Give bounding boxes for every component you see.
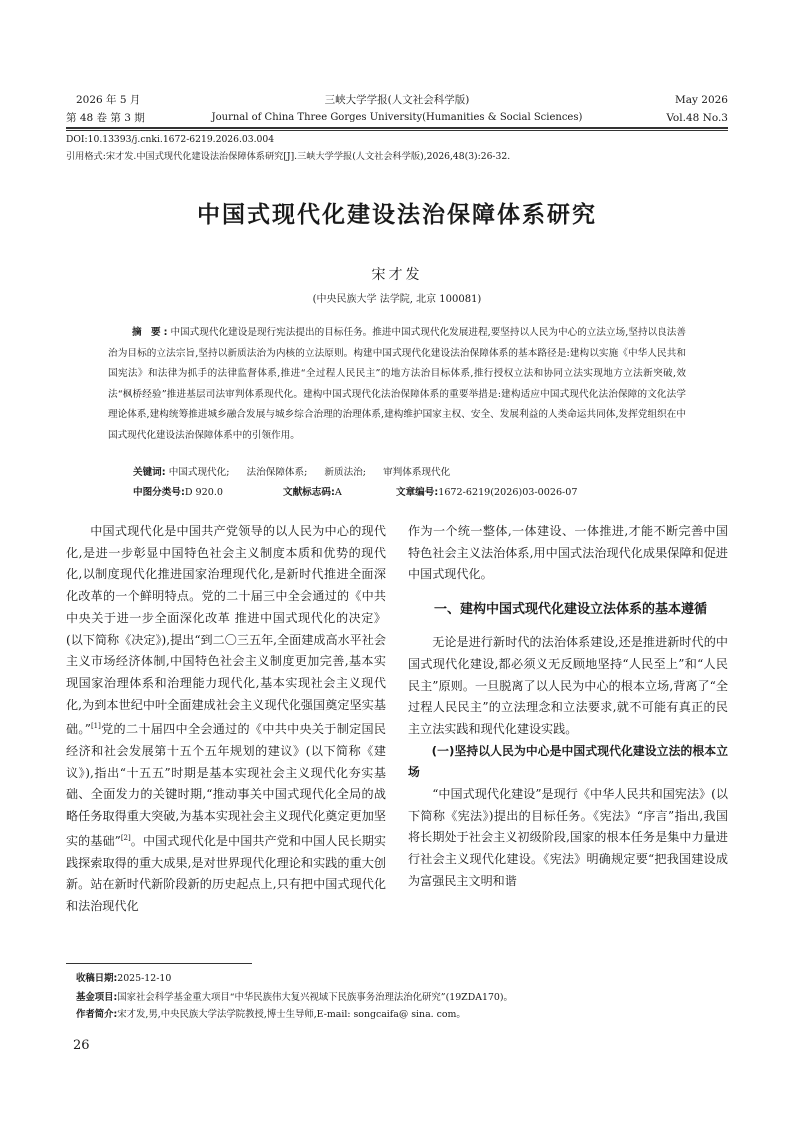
clc-value: D 920.0	[184, 487, 224, 498]
keyword-item: 中国式现代化;	[168, 467, 230, 478]
issue-date-cn: 2026 年 5 月	[76, 94, 141, 106]
abstract	[108, 323, 686, 447]
received-label: 收稿日期:	[76, 973, 118, 984]
article-number-label: 文章编号:	[396, 487, 439, 498]
abstract-label: 摘 要:	[132, 327, 171, 338]
paragraph: “中国式现代化建设”是现行《中华人民共和国宪法》(以下简称《宪法》)提出的目标任务。《宪法》“序言”指出,我国将长期处于社会主义初级阶段,国家的根本任务是集中力量进行社会主义现代化建设。《宪法》明确规定要“把我国建设成为富强民主文明和谐	[408, 787, 728, 888]
paragraph-text: 中国式现代化是中国共产党领导的以人民为中心的现代化,是进一步彰显中国特色社会主义制度本质和优势的现代化,以制度现代化推进国家治理现代化,是新时代推进全面深化改革的一个鲜明特点。党的二十届三中全会通过的《中共中央关于进一步全面深化改革 推进中国式现代化的决定》(以下简称《决定》),提出“到二〇三五年,全面建成高水平社会主义市场经济体制,中国特色社会主义制度更加完善,基本实现国家治理体系和治理能力现代化,基本实现社会主义现代化,为到本世纪中叶全面建成社会主义现代化强国奠定坚实基础。”	[66, 524, 386, 737]
footnote-rule	[66, 963, 252, 964]
document-code	[283, 486, 342, 500]
abstract-text: 中国式现代化建设是现行宪法提出的目标任务。推进中国式现代化发展进程,要坚持以人民为中心的立法立场,坚持以良法善治为目标的立法宗旨,坚持以新质法治为内核的立法原则。构建中国式现代化建设法治保障体系的基本路径是:建构以实施《中华人民共和国宪法》和法律为抓手的法律监督体系,推进“全过程人民民主”的地方法治目标体系,推行授权立法和协同立法实现地方立法新突破,效法“枫桥经验”推进基层司法审判体系现代化。建构中国式现代化法治保障体系的重要举措是:建构适应中国式现代化法治保障的文化法学理论体系,建构统筹推进城乡融合发展与城乡综合治理的治理体系,建构维护国家主权、安全、发展利益的人类命运共同体,发挥党组织在中国式现代化建设法治保障体系中的引领作用。	[108, 327, 686, 441]
doc-code-label: 文献标志码:	[283, 487, 335, 498]
section-heading: 一、建构中国式现代化建设立法体系的基本遵循	[434, 602, 708, 618]
clc-number	[133, 486, 223, 500]
issue-date-en: May 2026	[674, 94, 728, 106]
fund-value: 国家社会科学基金重大项目“中华民族伟大复兴视域下民族事务治理法治化研究”(19ZDA170)。	[117, 992, 513, 1003]
volume-issue-cn: 第 48 卷 第 3 期	[66, 112, 145, 124]
keyword-item: 审判体系现代化	[383, 467, 451, 478]
author-bio-label: 作者简介:	[76, 1009, 118, 1020]
keyword-item: 新质法治;	[324, 467, 367, 478]
header-rule-thick	[66, 127, 728, 129]
paragraph	[66, 521, 386, 918]
doc-code-value: A	[334, 487, 342, 498]
received-date	[76, 972, 171, 985]
volume-issue-en: Vol.48 No.3	[666, 112, 728, 124]
article-number-value: 1672-6219(2026)03-0026-07	[438, 487, 578, 498]
fund-project	[76, 991, 513, 1004]
page-number: 26	[73, 1038, 90, 1053]
citation-ref: [1]	[90, 722, 101, 731]
article-title: 中国式现代化建设法治保障体系研究	[197, 202, 597, 228]
paragraph: 作为一个统一整体,一体建设、一体推进,才能不断完善中国特色社会主义法治体系,用中国式法治现代化成果保障和促进中国式现代化。	[408, 524, 728, 582]
article-author: 宋才发	[371, 267, 423, 283]
subsection-heading: (一)坚持以人民为中心是中国式现代化建设立法的根本立场	[408, 743, 728, 780]
fund-label: 基金项目:	[76, 992, 118, 1003]
keyword-item: 法治保障体系;	[246, 467, 308, 478]
paragraph-text: 。中国式现代化是中国共产党和中国人民长期实践探索取得的重大成果,是对世界现代化理论和实践的重大创新。站在新时代新阶段新的历史起点上,只有把中国式现代化和法治现代化	[66, 833, 386, 914]
citation-ref: [2]	[120, 833, 131, 842]
paragraph-text: 党的二十届四中全会通过的《中共中央关于制定国民经济和社会发展第十五个五年规划的建议》(以下简称《建议》),指出“十五五”时期是基本实现社会主义现代化夯实基础、全面发力的关键时期,“推动事关中国式现代化全局的战略任务取得重大突破,为基本实现社会主义现代化奠定更加坚实的基础”	[66, 722, 386, 848]
body-right-column	[408, 521, 728, 893]
journal-name-en: Journal of China Three Gorges University(Humanities & Social Sciences)	[211, 112, 583, 123]
journal-name-cn: 三峡大学学报(人文社会科学版)	[324, 94, 470, 106]
clc-label: 中图分类号:	[133, 487, 185, 498]
author-bio	[76, 1008, 466, 1021]
body-left-column	[66, 521, 386, 918]
doi: DOI:10.13393/j.cnki.1672-6219.2026.03.004	[66, 134, 275, 145]
header-rule-thin	[66, 130, 728, 131]
article-number	[396, 486, 578, 500]
keywords-label: 关键词:	[133, 467, 166, 478]
received-value: 2025-12-10	[117, 973, 172, 984]
author-affiliation: (中央民族大学 法学院, 北京 100081)	[312, 294, 482, 305]
citation-format: 引用格式:宋才发.中国式现代化建设法治保障体系研究[J].三峡大学学报(人文社会科学版),2026,48(3):26-32.	[66, 151, 511, 162]
keywords	[133, 466, 450, 480]
paragraph: 无论是进行新时代的法治体系建设,还是推进新时代的中国式现代化建设,都必须义无反顾地坚持“人民至上”和“人民民主”原则。一旦脱离了以人民为中心的根本立场,背离了“全过程人民民主”的立法理念和立法要求,就不可能有真正的民主立法实践和现代化建设实践。	[408, 635, 728, 736]
author-bio-value: 宋才发,男,中央民族大学法学院教授,博士生导师,E-mail: songcaifa@ sina. com。	[117, 1009, 466, 1020]
